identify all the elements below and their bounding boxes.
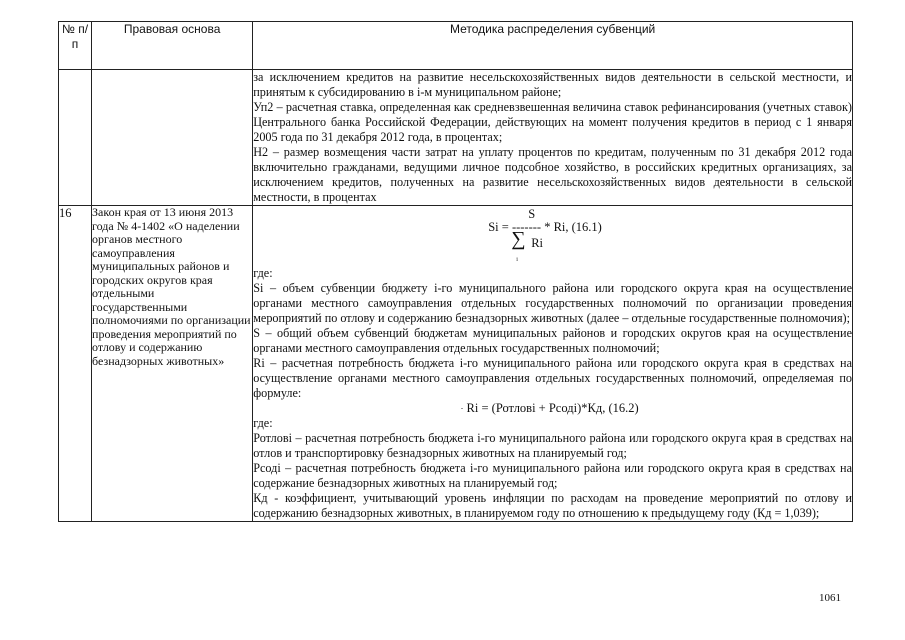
cell-empty-law — [92, 70, 253, 206]
sum-symbol: ∑ — [511, 228, 526, 250]
header-methodology: Методика распределения субвенций — [253, 22, 853, 70]
definition-rotl: Ротловi – расчетная потребность бюджета i-го муниципального района или городского округа края в средствах на отлов и транспортировку безнадзорных животных на планируемый год; — [253, 431, 852, 460]
table-row-16 — [59, 206, 853, 522]
formula-16-1 — [253, 206, 852, 266]
method-cell — [253, 206, 853, 522]
sum-index: i — [516, 257, 518, 263]
scan-mark — [461, 408, 463, 409]
definition-ri: Ri – расчетная потребность бюджета i-го муниципального района или городского округа края в средствах на осуществление органами местного самоуправления отдельных государственных полномочий, определяемая по формуле: — [253, 356, 852, 400]
table-header-row — [59, 22, 853, 70]
definition-rsod: Рсодi – расчетная потребность бюджета i-го муниципального района или городского округа края в средствах на содержание безнадзорных животных на планируемый год; — [253, 461, 852, 490]
formula-main-line: Si = ------- * Ri, (16.1) — [488, 220, 602, 234]
method-paragraph: Уп2 – расчетная ставка, определенная как средневзвешенная величина ставок рефинансирования (учетных ставок) Центрального банка Российской Федерации, действующих на момент получения кредитов в период с 1 января 2005 года по 31 декабря 2012 года, в процентах; — [253, 100, 852, 144]
method-paragraph: Н2 – размер возмещения части затрат на уплату процентов по кредитам, полученным по 31 декабря 2012 года включительно гражданами, ведущими личное подсобное хозяйство, в российских кредитных организациях, за исключением кредитов, полученных на развитие несельскохозяйственных видов деятельности в сельской местности, в процентах — [253, 145, 852, 204]
formula-16-2: Ri = (Ротловi + Рсодi)*Кд, (16.2) — [466, 401, 639, 415]
subsidy-methodology-table — [58, 21, 853, 522]
formula-denominator: Ri — [531, 236, 544, 250]
page-number: 1061 — [819, 592, 841, 604]
table-row-continuation — [59, 70, 853, 206]
where-label: где: — [253, 416, 273, 430]
formula-numerator: S — [528, 207, 536, 221]
definition-si: Si – объем субвенции бюджету i-го муниципального района или городского округа края на осуществление органами местного самоуправления отдельных государственных полномочий по организации проведения мероприятий по отлову и содержанию безнадзорных животных (далее – отдельные государственные полномочия); — [253, 281, 852, 325]
legal-basis-text: Закон края от 13 июня 2013 года № 4-1402 «О наделении органов местного самоуправления муниципальных районов и городских округов края отдельными государственными полномочиями по организации проведения мероприятий по отлову и содержанию безнадзорных животных» — [92, 206, 253, 522]
row-number: 16 — [59, 206, 92, 522]
method-paragraph: за исключением кредитов на развитие несельскохозяйственных видов деятельности в сельской местности, и принятым к субсидированию в i-м муниципальном районе; — [253, 70, 852, 99]
cell-empty-number — [59, 70, 92, 206]
header-number: № п/п — [59, 22, 92, 70]
definition-kd: Кд - коэффициент, учитывающий уровень инфляции по расходам на проведение мероприятий по отлову и содержанию безнадзорных животных, в планируемом году по отношению к предыдущему году (Кд = 1,039); — [253, 491, 852, 520]
cell-continued-method — [253, 70, 853, 206]
header-legal-basis: Правовая основа — [92, 22, 253, 70]
where-label: где: — [253, 266, 273, 280]
definition-s: S – общий объем субвенций бюджетам муниципальных районов и городских округов края на осуществление органами местного самоуправления отдельных государственных полномочий; — [253, 326, 852, 355]
